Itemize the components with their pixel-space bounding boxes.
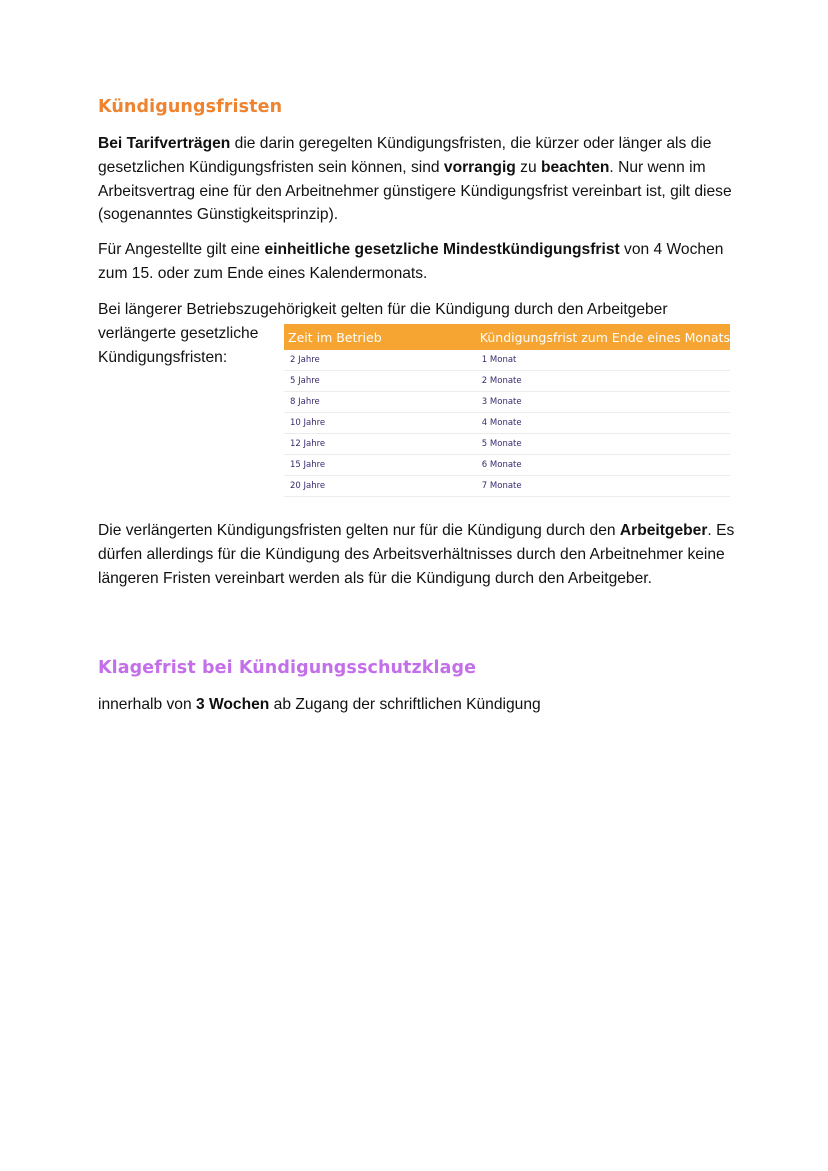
table-cell: 10 Jahre	[284, 413, 475, 434]
table-row	[284, 413, 730, 434]
paragraph-klagefrist	[98, 693, 738, 717]
table-cell: 20 Jahre	[284, 476, 475, 497]
text-run: die darin geregelten Kündigungsfristen, die kürzer oder länger als die gesetzlichen Kündigungsfristen sein können, sind	[98, 135, 712, 176]
text-run: innerhalb von	[98, 696, 196, 713]
table-cell: 5 Monate	[475, 434, 730, 455]
table-cell: 7 Monate	[475, 476, 730, 497]
heading-klagefrist: Klagefrist bei Kündigungsschutzklage	[98, 658, 477, 678]
bold-text: vorrangig	[443, 158, 516, 176]
table-row	[284, 476, 730, 497]
bold-text: Bei Tarifverträgen	[98, 135, 231, 152]
table-cell: 6 Monate	[475, 455, 730, 476]
table-cell: 4 Monate	[475, 413, 730, 434]
table-cell: 12 Jahre	[284, 434, 475, 455]
text-run: Für Angestellte gilt eine	[98, 241, 265, 258]
paragraph-tarifvertraege	[98, 132, 738, 227]
text-run: von 4 Wochen zum 15. oder zum Ende eines Kalendermonats.	[98, 241, 724, 282]
text-run: . Es dürfen allerdings für die Kündigung des Arbeitsverhältnisses durch den Arbeitnehmer keine längeren Fristen vereinbart werden als für die Kündigung durch den Arbeitgeber.	[98, 522, 735, 587]
paragraph-angestellte	[98, 238, 738, 286]
table-cell: 15 Jahre	[284, 455, 475, 476]
bold-text: beachten	[540, 158, 610, 176]
bold-text: Arbeitgeber	[619, 522, 708, 539]
heading-kuendigungsfristen: Kündigungsfristen	[98, 97, 283, 117]
table-header-cell: Kündigungsfrist zum Ende eines Monats	[475, 324, 730, 350]
table-row	[284, 350, 730, 371]
table-row	[284, 392, 730, 413]
bold-text: 3 Wochen	[195, 696, 270, 713]
table-cell: 1 Monat	[475, 350, 730, 371]
text-run: Die verlängerten Kündigungsfristen gelten nur für die Kündigung durch den	[98, 522, 620, 539]
table-cell: 2 Jahre	[284, 350, 475, 371]
table-row	[284, 455, 730, 476]
paragraph-verlaengerte-fristen: verlängerte gesetzliche Kündigungsfristen:	[98, 325, 259, 366]
table-row	[284, 434, 730, 455]
table-header-row	[284, 324, 730, 350]
table-row	[284, 371, 730, 392]
text-run: . Nur wenn im Arbeitsvertrag eine für den Arbeitnehmer günstigere Kündigungsfrist vereinbart ist, gilt diese (sogenanntes Günstigkeitsprinzip).	[98, 158, 732, 224]
table-cell: 5 Jahre	[284, 371, 475, 392]
text-run: ab Zugang der schriftlichen Kündigung	[269, 696, 541, 713]
table-header-cell: Zeit im Betrieb	[284, 324, 475, 350]
table-cell: 2 Monate	[475, 371, 730, 392]
table-cell: 8 Jahre	[284, 392, 475, 413]
bold-text: einheitliche gesetzliche Mindestkündigungsfrist	[264, 241, 620, 258]
text-run: zu	[515, 158, 541, 176]
paragraph-arbeitgeber	[98, 519, 738, 590]
table-cell: 3 Monate	[475, 392, 730, 413]
kuendigungsfristen-table	[284, 324, 730, 497]
paragraph-betriebszugehoerigkeit: Bei längerer Betriebszugehörigkeit gelten für die Kündigung durch den Arbeitgeber	[98, 301, 668, 318]
